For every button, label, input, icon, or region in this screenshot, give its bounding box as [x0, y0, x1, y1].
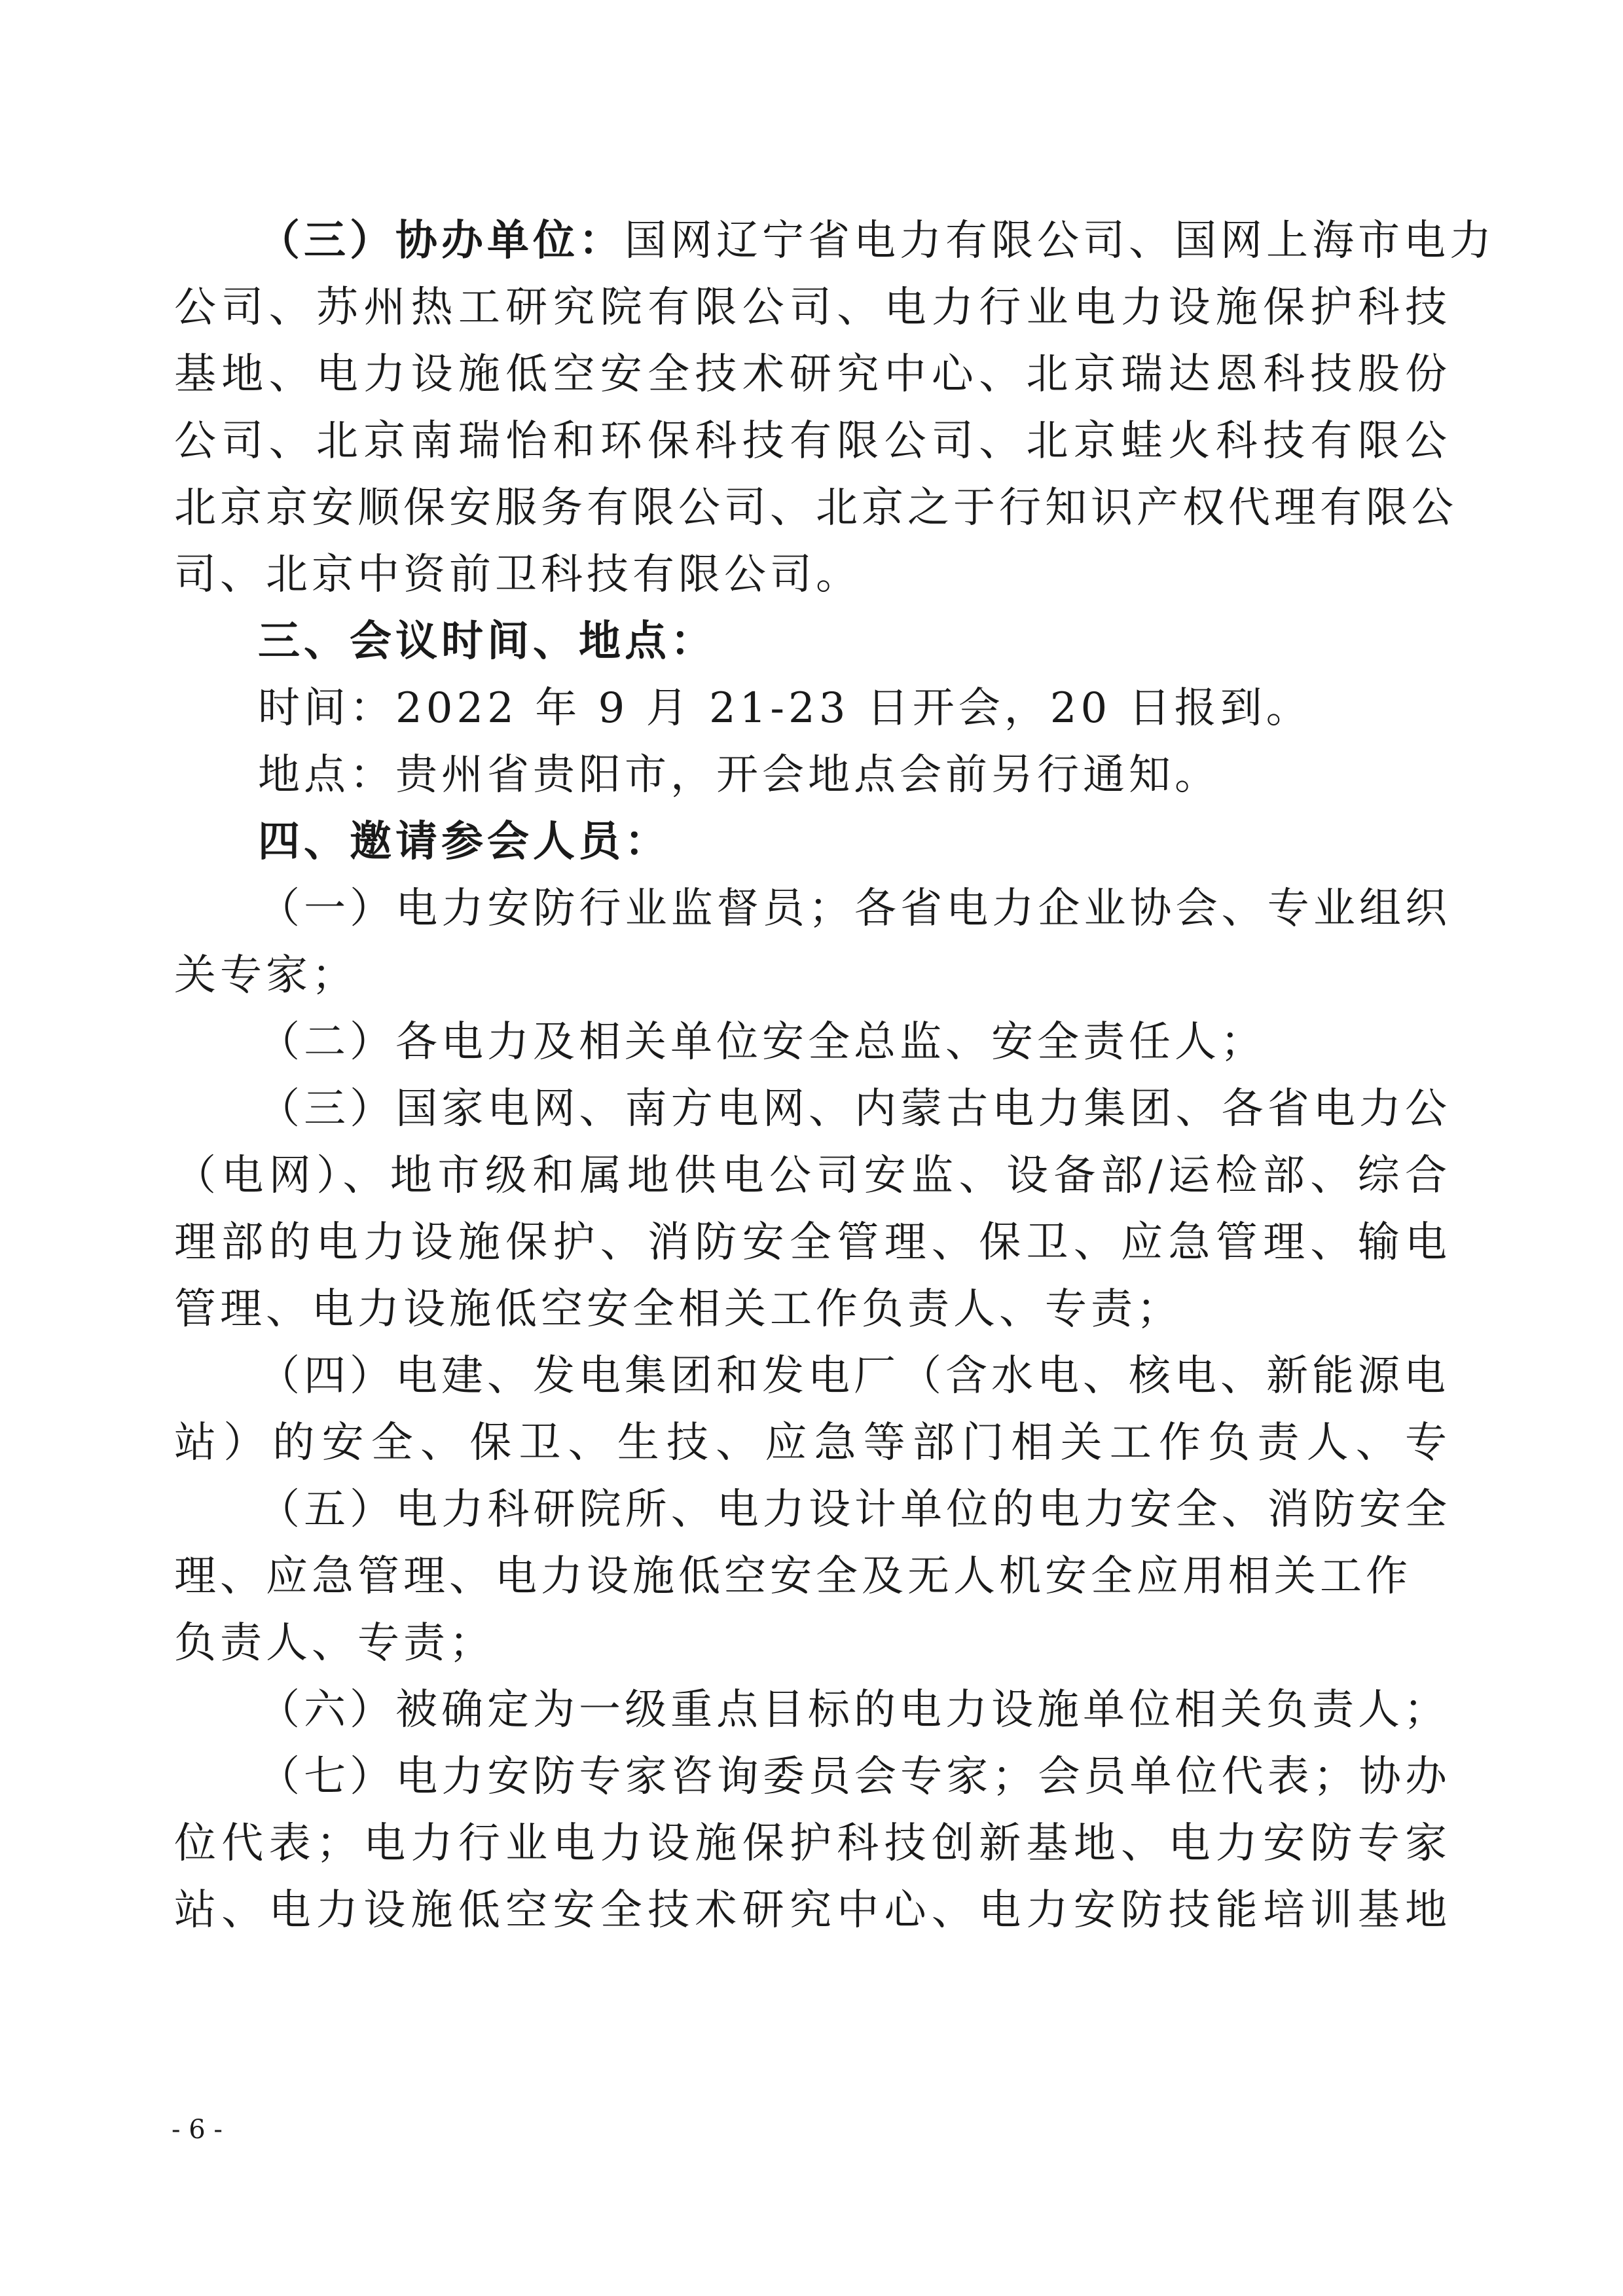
co-organizers-text: 国网辽宁省电力有限公司、国网上海市电力: [625, 217, 1495, 265]
invitee-item-3-line-3: 理部的电力设施保护、消防安全管理、保卫、应急管理、输电: [174, 1218, 1451, 1267]
co-organizers-line-5: 北京京安顺保安服务有限公司、北京之于行知识产权代理有限公: [174, 484, 1457, 532]
invitee-item-7-line-2: 位代表；电力行业电力设施保护科技创新基地、电力安防专家: [174, 1819, 1451, 1868]
invitee-item-5-line-3: 负责人、专责；: [174, 1619, 495, 1667]
meeting-place: 地点：贵州省贵阳市，开会地点会前另行通知。: [258, 751, 1220, 799]
co-organizers-line-4: 公司、北京南瑞怡和环保科技有限公司、北京蛙火科技有限公: [174, 417, 1451, 465]
invitee-item-1-line-2: 关专家；: [174, 951, 357, 1000]
invitee-item-4-line-2: 站）的安全、保卫、生技、应急等部门相关工作负责人、专: [174, 1419, 1451, 1467]
meeting-time: 时间：2022 年 9 月 21-23 日开会，20 日报到。: [258, 684, 1312, 733]
invitee-item-3-line-1: （三）国家电网、南方电网、内蒙古电力集团、各省电力公: [258, 1085, 1451, 1133]
invitee-item-7-line-3: 站、电力设施低空安全技术研究中心、电力安防技能培训基地: [174, 1886, 1451, 1935]
co-organizers-line-1: [174, 208, 1495, 274]
invitee-item-3-line-4: 管理、电力设施低空安全相关工作负责人、专责；: [174, 1285, 1182, 1334]
invitee-item-4-line-1: （四）电建、发电集团和发电厂（含水电、核电、新能源电: [258, 1352, 1450, 1400]
co-organizers-line-3: 基地、电力设施低空安全技术研究中心、北京瑞达恩科技股份: [174, 350, 1451, 399]
invitee-item-1-line-1: （一）电力安防行业监督员；各省电力企业协会、专业组织: [258, 884, 1451, 933]
invitee-item-5-line-2: 理、应急管理、电力设施低空安全及无人机安全应用相关工作: [174, 1552, 1412, 1601]
time-place-heading: 三、会议时间、地点：: [258, 617, 716, 666]
co-organizers-line-2: 公司、苏州热工研究院有限公司、电力行业电力设施保护科技: [174, 283, 1451, 332]
invitee-item-3-line-2: （电网）、地市级和属地供电公司安监、设备部/运检部、综合: [174, 1152, 1451, 1200]
co-organizers-line-6: 司、北京中资前卫科技有限公司。: [174, 551, 862, 599]
co-organizers-label: （三）协办单位：: [258, 217, 625, 265]
invitee-item-6-line-1: （六）被确定为一级重点目标的电力设施单位相关负责人；: [258, 1686, 1450, 1734]
invitee-item-5-line-1: （五）电力科研院所、电力设计单位的电力安全、消防安全: [258, 1485, 1451, 1534]
invitee-item-2-line-1: （二）各电力及相关单位安全总监、安全责任人；: [258, 1018, 1266, 1066]
invitee-item-7-line-1: （七）电力安防专家咨询委员会专家；会员单位代表；协办: [258, 1753, 1451, 1801]
invitees-heading: 四、邀请参会人员：: [258, 818, 670, 866]
page-number: - 6 -: [172, 2115, 223, 2145]
